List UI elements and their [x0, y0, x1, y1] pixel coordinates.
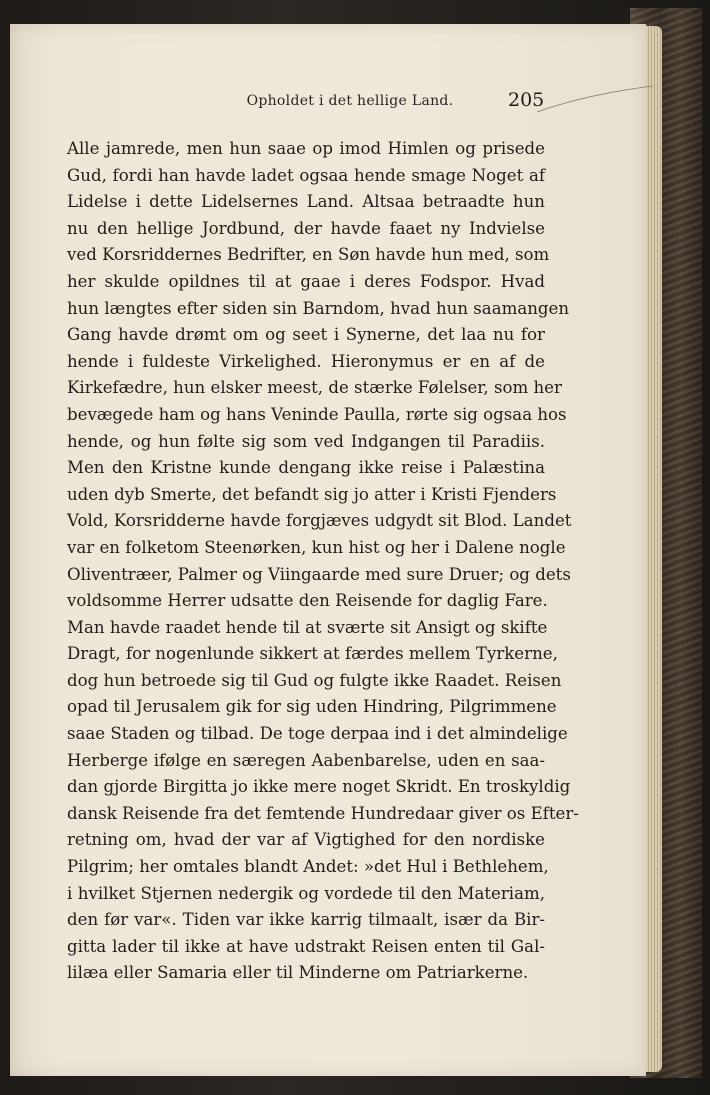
text-line: Vold, Korsridderne havde forgjæves udgydt sit Blod. Landet: [67, 511, 572, 531]
text-line: Gud, fordi han havde ladet ogsaa hende smage Noget af: [67, 165, 545, 185]
text-line: hende, og hun følte sig som ved Indgangen til Paradiis.: [67, 431, 545, 451]
text-line: Gang havde drømt om og seet i Synerne, det laa nu for: [67, 325, 545, 345]
text-line: Lidelse i dette Lidelsernes Land. Altsaa betraadte hun: [67, 192, 545, 212]
text-line: bevægede ham og hans Veninde Paulla, rørte sig ogsaa hos: [67, 404, 567, 424]
text-line: her skulde opildnes til at gaae i deres Fodspor. Hvad: [67, 271, 545, 291]
text-line: Alle jamrede, men hun saae op imod Himlen og prisede: [67, 139, 545, 158]
text-line: retning om, hvad der var af Vigtighed for den nordiske: [67, 830, 545, 850]
text-line: saae Staden og tilbad. De toge derpaa ind i det almindelige: [67, 724, 568, 744]
text-line: den før var«. Tiden var ikke karrig tilmaalt, især da Bir-: [67, 910, 545, 930]
text-line: Man havde raadet hende til at sværte sit Ansigt og skifte: [67, 617, 548, 637]
text-line: i hvilket Stjernen nedergik og vordede til den Materiam,: [67, 883, 545, 903]
text-line: dan gjorde Birgitta jo ikke mere noget Skridt. En troskyldig: [67, 777, 571, 797]
text-line: Kirkefædre, hun elsker meest, de stærke Følelser, som her: [67, 378, 562, 398]
text-line: dansk Reisende fra det femtende Hundredaar giver os Efter-: [67, 803, 579, 823]
text-line: voldsomme Herrer udsatte den Reisende for daglig Fare.: [67, 591, 548, 611]
running-head: Opholdet i det hellige Land.: [246, 93, 454, 109]
text-line: dog hun betroede sig til Gud og fulgte ikke Raadet. Reisen: [67, 670, 562, 690]
book-page: [10, 24, 646, 1076]
text-line: nu den hellige Jordbund, der havde faaet ny Indvielse: [67, 218, 545, 238]
text-line: hende i fuldeste Virkelighed. Hieronymus er en af de: [67, 351, 545, 371]
body-text: [67, 136, 579, 987]
text-line: gitta lader til ikke at have udstrakt Reisen enten til Gal-: [67, 936, 545, 956]
text-line: Herberge ifølge en særegen Aabenbarelse, uden en saa-: [67, 750, 545, 770]
text-line: uden dyb Smerte, det befandt sig jo atter i Kristi Fjenders: [67, 484, 557, 504]
text-line: ved Korsriddernes Bedrifter, en Søn havde hun med, som: [67, 245, 550, 265]
text-line: hun længtes efter siden sin Barndom, hvad hun saamangen: [67, 298, 570, 318]
text-line: opad til Jerusalem gik for sig uden Hindring, Pilgrimmene: [67, 697, 557, 717]
text-line: Men den Kristne kunde dengang ikke reise i Palæstina: [67, 458, 545, 478]
text-line: lilæa eller Samaria eller til Minderne om Patriarkerne.: [67, 963, 529, 983]
page-number: 205: [508, 89, 545, 111]
text-line: Dragt, for nogenlunde sikkert at færdes mellem Tyrkerne,: [67, 644, 558, 664]
text-line: var en folketom Steenørken, kun hist og her i Dalene nogle: [67, 537, 566, 557]
text-line: Oliventræer, Palmer og Viingaarde med sure Druer; og dets: [67, 564, 571, 584]
text-line: Pilgrim; her omtales blandt Andet: »det Hul i Bethlehem,: [67, 857, 549, 877]
pencil-mark: [535, 84, 655, 114]
